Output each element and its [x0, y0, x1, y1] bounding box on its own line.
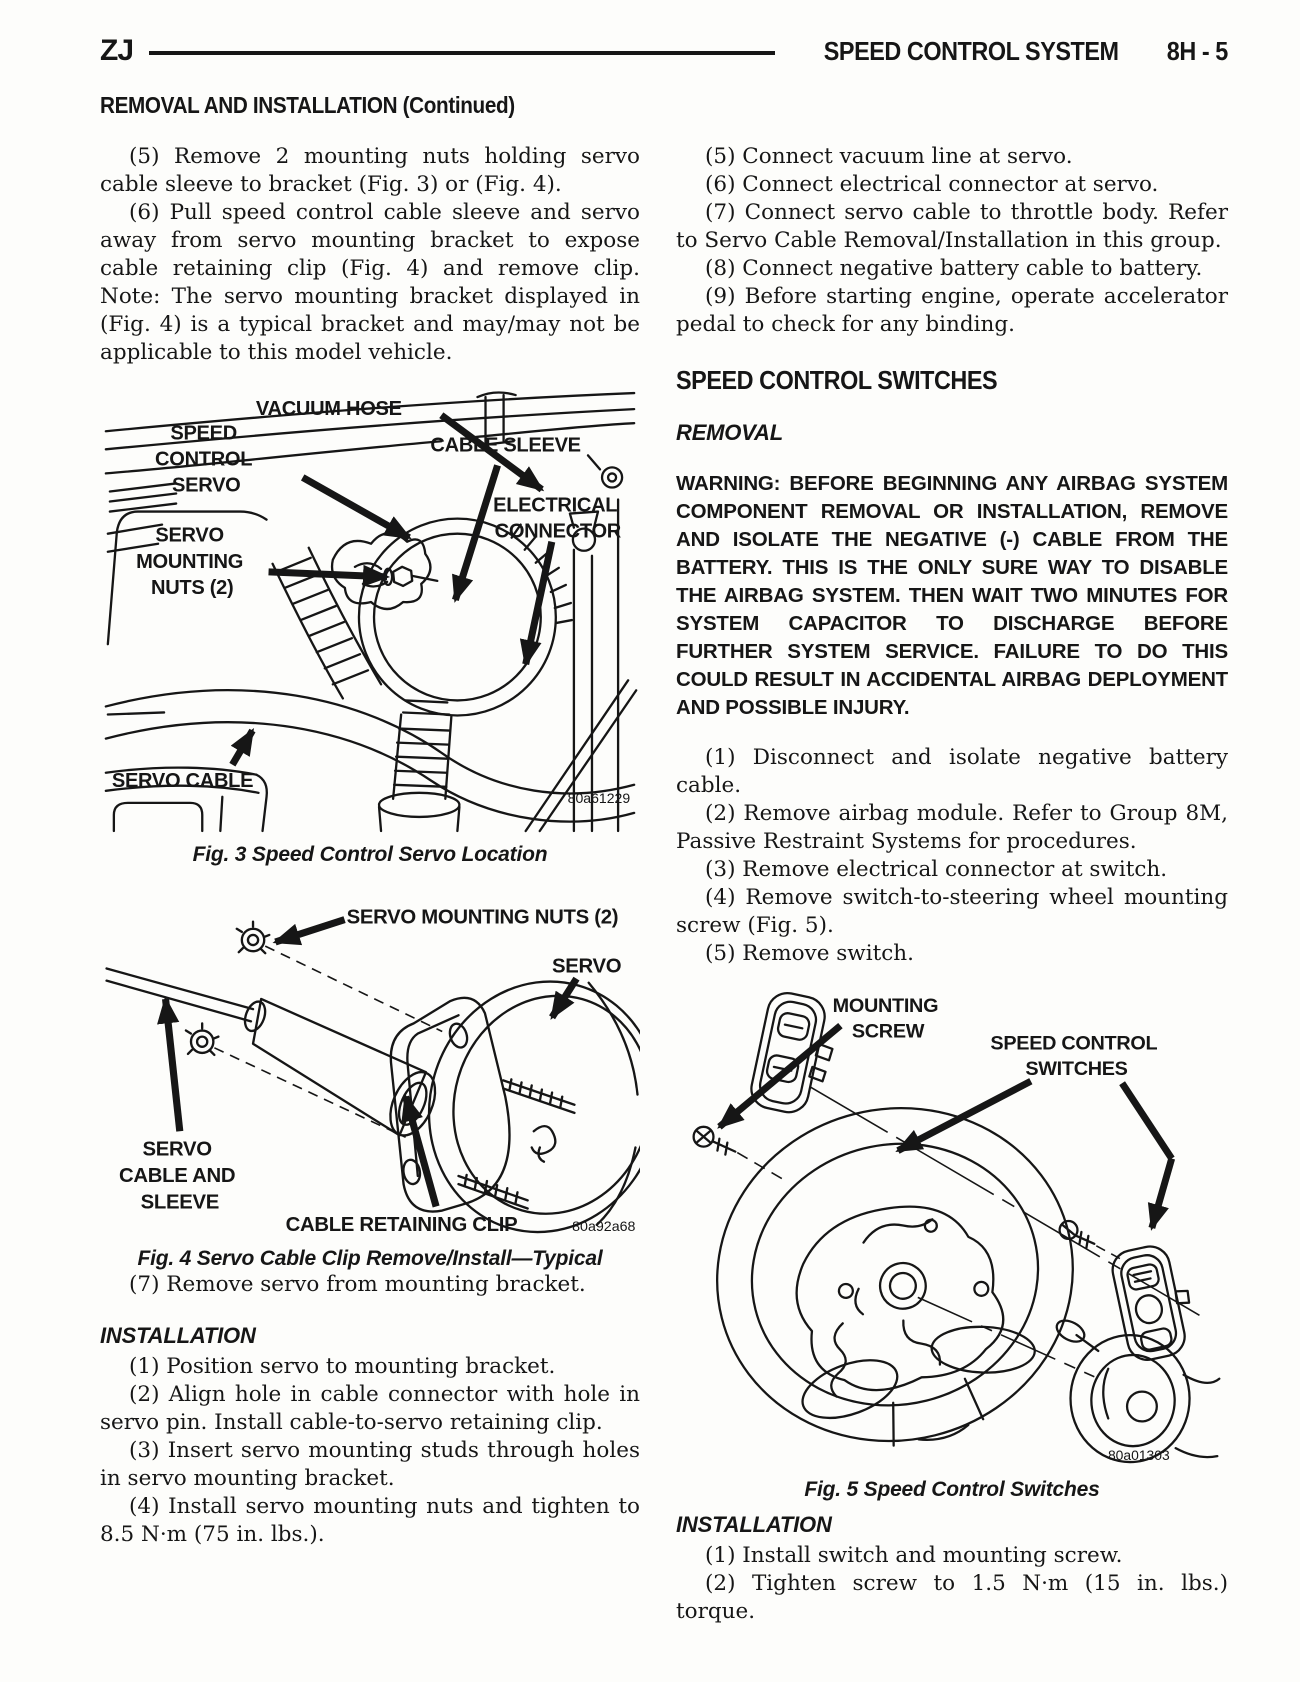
- fig3-label-servo-mounting-nuts: SERVO MOUNTING NUTS (2): [136, 524, 244, 599]
- fig5-leader-line: [1096, 1246, 1122, 1260]
- installation-steps: [100, 1353, 640, 1549]
- installation-heading: INSTALLATION: [100, 1323, 256, 1348]
- fig3-callout-arrows: [232, 415, 551, 765]
- procedure-step: (8) Connect negative battery cable to battery.: [705, 256, 1203, 281]
- two-column-layout: [100, 143, 1228, 1626]
- procedure-step: (1) Install switch and mounting screw.: [705, 1543, 1123, 1568]
- fig5-label-speed-control-switches: SPEED CONTROL SWITCHES: [990, 1032, 1158, 1081]
- procedure-step: (3) Remove electrical connector at switch.: [705, 857, 1168, 882]
- switch-installation-steps: [676, 1542, 1228, 1626]
- fig5-steering-wheel: [682, 1071, 1110, 1468]
- fig3-label-vacuum-hose: VACUUM HOSE: [255, 398, 402, 421]
- fig5-switch-pod-left: [748, 989, 842, 1118]
- procedure-step: (5) Remove switch.: [705, 941, 914, 966]
- procedure-step: (1) Position servo to mounting bracket.: [129, 1354, 556, 1379]
- left-column: [100, 143, 640, 1549]
- fig5-label-mounting-screw: MOUNTING SCREW: [832, 994, 939, 1043]
- figure-code: 80a01303: [1107, 1447, 1170, 1464]
- fig5-callout-arrows: [719, 1026, 1171, 1228]
- procedure-step: (4) Install servo mounting nuts and tighten to 8.5 N·m (75 in. lbs.).: [100, 1494, 640, 1547]
- procedure-step: (6) Connect electrical connector at servo.: [705, 172, 1159, 197]
- installation-heading: INSTALLATION: [676, 1512, 832, 1537]
- procedure-step: (1) Disconnect and isolate negative battery cable.: [676, 745, 1228, 798]
- header-rule: [149, 51, 775, 55]
- fig4-drawing: [100, 881, 640, 1237]
- page-number: 8H - 5: [1166, 35, 1228, 66]
- figure-code: 80a61229: [567, 789, 631, 806]
- model-code: ZJ: [100, 34, 134, 67]
- fig5-mounting-screw-part: [694, 1127, 736, 1155]
- fig5-drawing: [678, 982, 1226, 1468]
- figure-caption: Fig. 5 Speed Control Switches: [804, 1478, 1100, 1501]
- fig4-label-cable-retaining-clip: CABLE RETAINING CLIP: [285, 1213, 518, 1236]
- continued-heading: REMOVAL AND INSTALLATION (Continued): [100, 92, 515, 118]
- fig5-clockspring: [1053, 1316, 1219, 1462]
- fig4-leader-line: [265, 946, 442, 1031]
- procedure-step: (5) Connect vacuum line at servo.: [705, 144, 1073, 169]
- fig4-label-servo-mounting-nuts: SERVO MOUNTING NUTS (2): [346, 906, 619, 929]
- right-column: [676, 143, 1228, 1626]
- procedure-step: (4) Remove switch-to-steering wheel mounting screw (Fig. 5).: [676, 885, 1228, 938]
- procedure-step: (2) Tighten screw to 1.5 N·m (15 in. lbs.) torque.: [676, 1571, 1228, 1624]
- fig4-label-servo: SERVO: [552, 955, 622, 978]
- page-header: [100, 34, 1228, 68]
- fig3-label-cable-sleeve: CABLE SLEEVE: [430, 434, 581, 457]
- removal-heading: REMOVAL: [676, 420, 783, 445]
- procedure-step: (2) Remove airbag module. Refer to Group 8M, Passive Restraint Systems for procedures.: [676, 801, 1228, 854]
- fig5-leader-line: [737, 1153, 785, 1181]
- header-title-group: [791, 36, 1228, 67]
- section-heading: SPEED CONTROL SWITCHES: [676, 365, 998, 395]
- fig3-drawing: [100, 381, 640, 833]
- procedure-step: (3) Insert servo mounting studs through holes in servo mounting bracket.: [100, 1438, 640, 1491]
- fig4-label-servo-cable-and-sleeve: SERVO CABLE AND SLEEVE: [119, 1138, 236, 1214]
- fig3-label-electrical-connector: ELECTRICAL CONNECTOR: [493, 494, 621, 543]
- procedure-step: (2) Align hole in cable connector with hole in servo pin. Install cable-to-servo retaining clip.: [100, 1382, 640, 1435]
- procedure-step: (5) Remove 2 mounting nuts holding servo cable sleeve to bracket (Fig. 3) or (Fig. 4).: [100, 144, 640, 197]
- fig5-switch-pod-right: [1109, 1240, 1200, 1363]
- procedure-step: (6) Pull speed control cable sleeve and servo away from servo mounting bracket to expose cable retaining clip (Fig. 4) and remove clip. Note: The servo mounting bracket displayed in (Fig. 4) is a typical bracket and may/may not be applicable to this model vehicle.: [100, 200, 640, 365]
- warning-text: WARNING: BEFORE BEGINNING ANY AIRBAG SYSTEM COMPONENT REMOVAL OR INSTALLATION, REMOVE AND ISOLATE THE NEGATIVE (-) CABLE FROM THE BATTERY. THIS IS THE ONLY SURE WAY TO DISABLE THE AIRBAG SYSTEM. THEN WAIT TWO MINUTES FOR SYSTEM CAPACITOR TO DISCHARGE BEFORE FURTHER SYSTEM SERVICE. FAILURE TO DO THIS COULD RESULT IN ACCIDENTAL AIRBAG DEPLOYMENT AND POSSIBLE INJURY.: [676, 472, 1228, 719]
- fig3-label-servo-cable: SERVO CABLE: [111, 769, 254, 792]
- fig4-leader-line: [214, 1048, 405, 1138]
- procedure-step: (9) Before starting engine, operate accelerator pedal to check for any binding.: [676, 284, 1228, 337]
- procedure-step: (7) Connect servo cable to throttle body. Refer to Servo Cable Removal/Installation in this group.: [676, 200, 1228, 253]
- procedure-step: (7) Remove servo from mounting bracket.: [129, 1272, 586, 1297]
- fig3-label-speed-control-servo: SPEED CONTROL SERVO: [155, 422, 253, 497]
- section-title: SPEED CONTROL SYSTEM: [823, 35, 1119, 66]
- fig4-callout-arrows: [166, 920, 577, 1207]
- figure-code: 80a92a68: [572, 1218, 636, 1235]
- figure-caption: Fig. 3 Speed Control Servo Location: [192, 843, 548, 866]
- figure-caption: Fig. 4 Servo Cable Clip Remove/Install—Typical: [137, 1247, 603, 1270]
- switch-removal-steps: [676, 744, 1228, 968]
